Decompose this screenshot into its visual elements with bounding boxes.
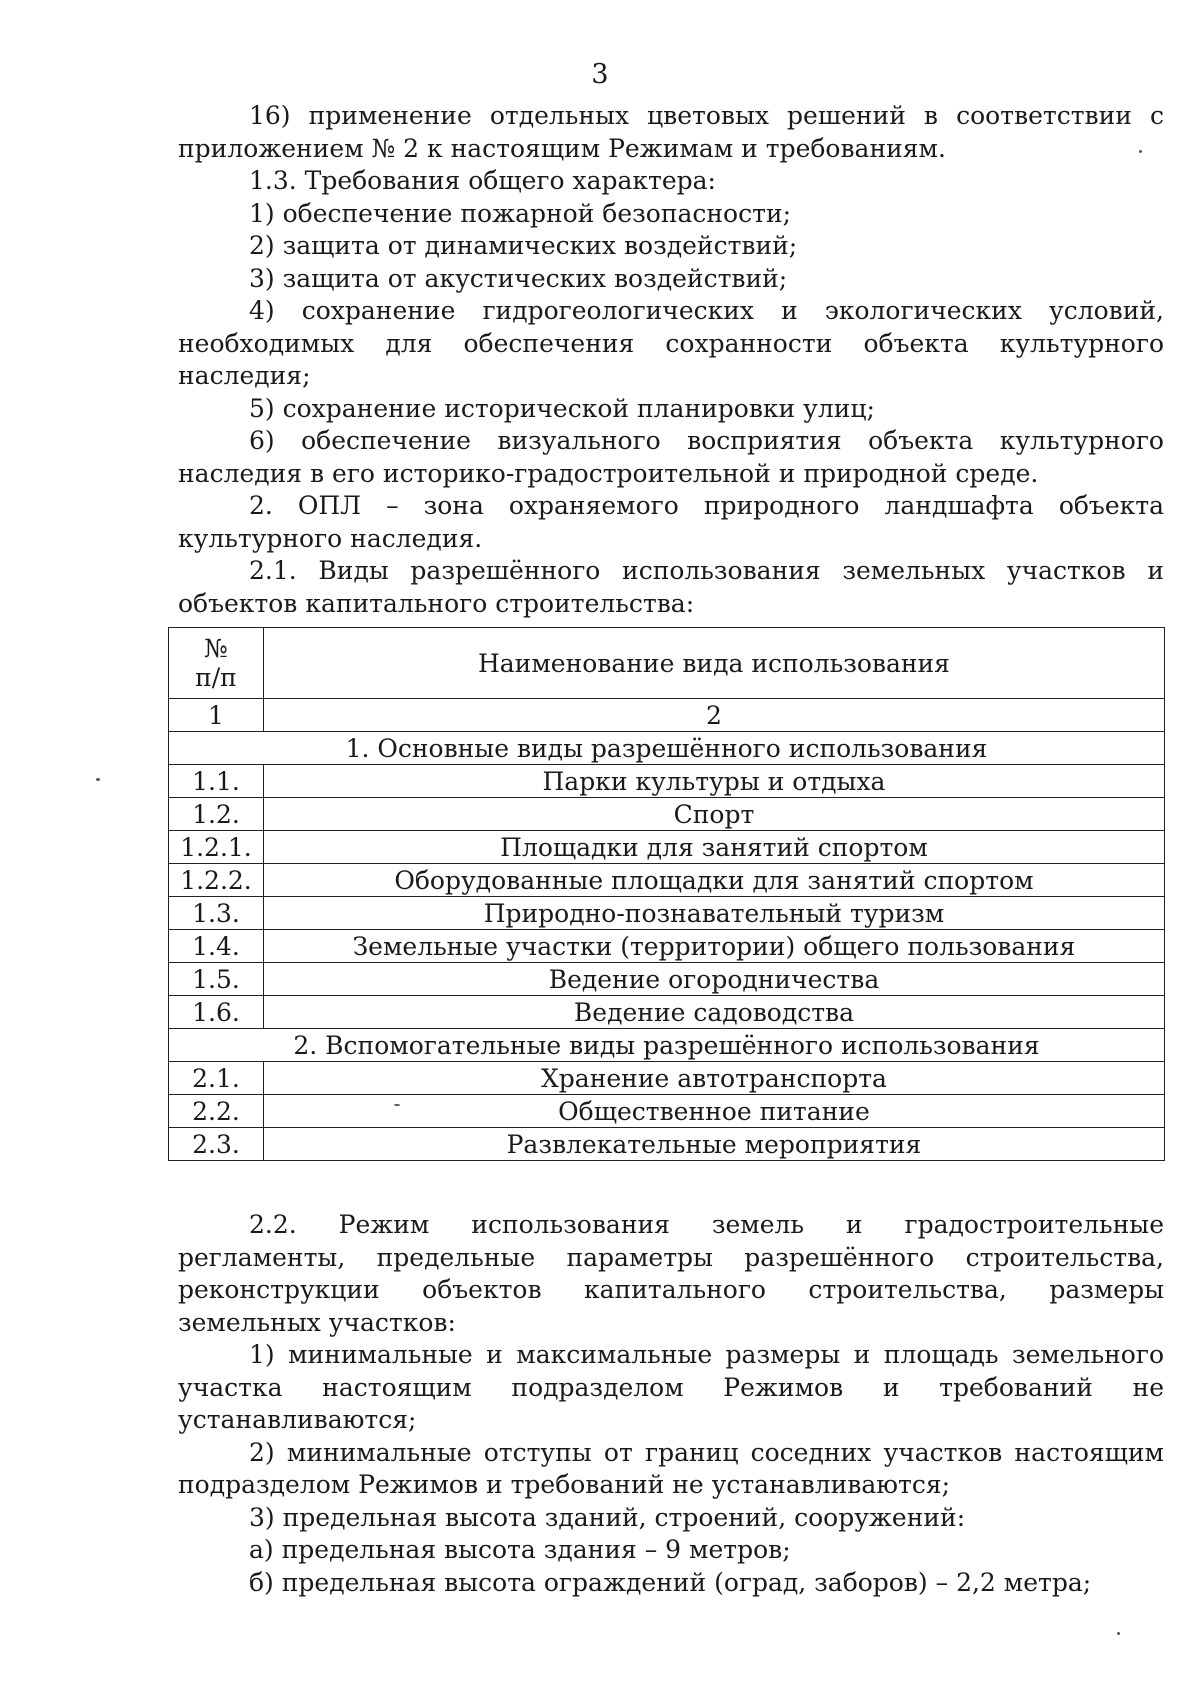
row-number: 2.1. <box>169 1062 264 1095</box>
row-number: 1.3. <box>169 897 264 930</box>
paragraph: 16) применение отдельных цветовых решений в соответствии с приложением № 2 к настоящим Режимам и требованиям. <box>178 101 1164 163</box>
scan-speck <box>1117 1632 1120 1635</box>
paragraph: 2.1. Виды разрешённого использования земельных участков и объектов капитального строительства: <box>178 556 1164 618</box>
row-name: Ведение садоводства <box>263 996 1164 1029</box>
column-number-cell: 2 <box>263 699 1164 732</box>
paragraph: 3) предельная высота зданий, строений, сооружений: <box>249 1502 966 1532</box>
section-title-row <box>169 1029 1165 1062</box>
table-row <box>169 1128 1165 1161</box>
paragraph: 2) минимальные отступы от границ соседних участков настоящим подразделом Режимов и требований не устанавливаются; <box>178 1437 1164 1499</box>
row-name: Развлекательные мероприятия <box>263 1128 1164 1161</box>
row-name: Земельные участки (территории) общего пользования <box>263 930 1164 963</box>
scan-speck <box>1139 150 1142 153</box>
row-name: Хранение автотранспорта <box>263 1062 1164 1095</box>
row-number: 1.2. <box>169 798 264 831</box>
table-row <box>169 831 1165 864</box>
row-name: Общественное питание <box>263 1095 1164 1128</box>
paragraph: б) предельная высота ограждений (оград, заборов) – 2,2 метра; <box>249 1567 1092 1597</box>
table-row <box>169 897 1165 930</box>
paragraph: 2. ОПЛ – зона охраняемого природного ландшафта объекта культурного наследия. <box>178 491 1164 553</box>
row-name: Парки культуры и отдыха <box>263 765 1164 798</box>
header-name-cell: Наименование вида использования <box>263 628 1164 699</box>
table-row <box>169 1095 1165 1128</box>
paragraph: 1) обеспечение пожарной безопасности; <box>249 198 792 228</box>
row-name: Природно-познавательный туризм <box>263 897 1164 930</box>
row-number: 2.3. <box>169 1128 264 1161</box>
table-row <box>169 963 1165 996</box>
row-name: Ведение огородничества <box>263 963 1164 996</box>
table-header-row <box>169 628 1165 699</box>
table-row <box>169 798 1165 831</box>
paragraph: 6) обеспечение визуального восприятия объекта культурного наследия в его историко-градостроительной и природной среде. <box>178 426 1164 488</box>
section-title-row <box>169 732 1165 765</box>
paragraph: 4) сохранение гидрогеологических и экологических условий, необходимых для обеспечения сохранности объекта культурного наследия; <box>178 296 1164 390</box>
paragraph: а) предельная высота здания – 9 метров; <box>249 1535 791 1564</box>
land-use-table <box>168 627 1165 1161</box>
bottom-text-block <box>178 1209 1164 1599</box>
paragraph: 2.2. Режим использования земель и градостроительные регламенты, предельные параметры разрешённого строительства, реконструкции объектов капитального строительства, размеры земельных участков: <box>178 1210 1164 1337</box>
row-number: 2.2. <box>169 1095 264 1128</box>
paragraph: 2) защита от динамических воздействий; <box>249 231 798 260</box>
page-number: 3 <box>591 59 609 90</box>
row-name: Оборудованные площадки для занятий спортом <box>263 864 1164 897</box>
column-number-cell: 1 <box>169 699 264 732</box>
section-title: 1. Основные виды разрешённого использования <box>169 732 1165 765</box>
row-number: 1.5. <box>169 963 264 996</box>
row-number: 1.6. <box>169 996 264 1029</box>
table-row <box>169 996 1165 1029</box>
row-name: Площадки для занятий спортом <box>263 831 1164 864</box>
scan-speck <box>96 778 100 781</box>
paragraph: 1) минимальные и максимальные размеры и площадь земельного участка настоящим подразделом Режимов и требований не устанавливаются; <box>178 1340 1164 1434</box>
row-number: 1.2.2. <box>169 864 264 897</box>
row-number: 1.1. <box>169 765 264 798</box>
table-row <box>169 1062 1165 1095</box>
section-title: 2. Вспомогательные виды разрешённого использования <box>169 1029 1165 1062</box>
table-row <box>169 765 1165 798</box>
table-row <box>169 864 1165 897</box>
header-number-cell <box>169 628 264 699</box>
table-row <box>169 930 1165 963</box>
header-number-abbr: п/п <box>195 663 237 692</box>
header-number-symbol: № <box>204 634 228 663</box>
row-number: 1.2.1. <box>169 831 264 864</box>
paragraph: 5) сохранение исторической планировки улиц; <box>249 393 875 423</box>
column-numbers-row <box>169 699 1165 732</box>
scan-speck <box>394 1104 400 1106</box>
row-name: Спорт <box>263 798 1164 831</box>
paragraph: 1.3. Требования общего характера: <box>249 166 716 195</box>
top-text-block <box>178 100 1164 620</box>
paragraph: 3) защита от акустических воздействий; <box>249 263 788 293</box>
row-number: 1.4. <box>169 930 264 963</box>
